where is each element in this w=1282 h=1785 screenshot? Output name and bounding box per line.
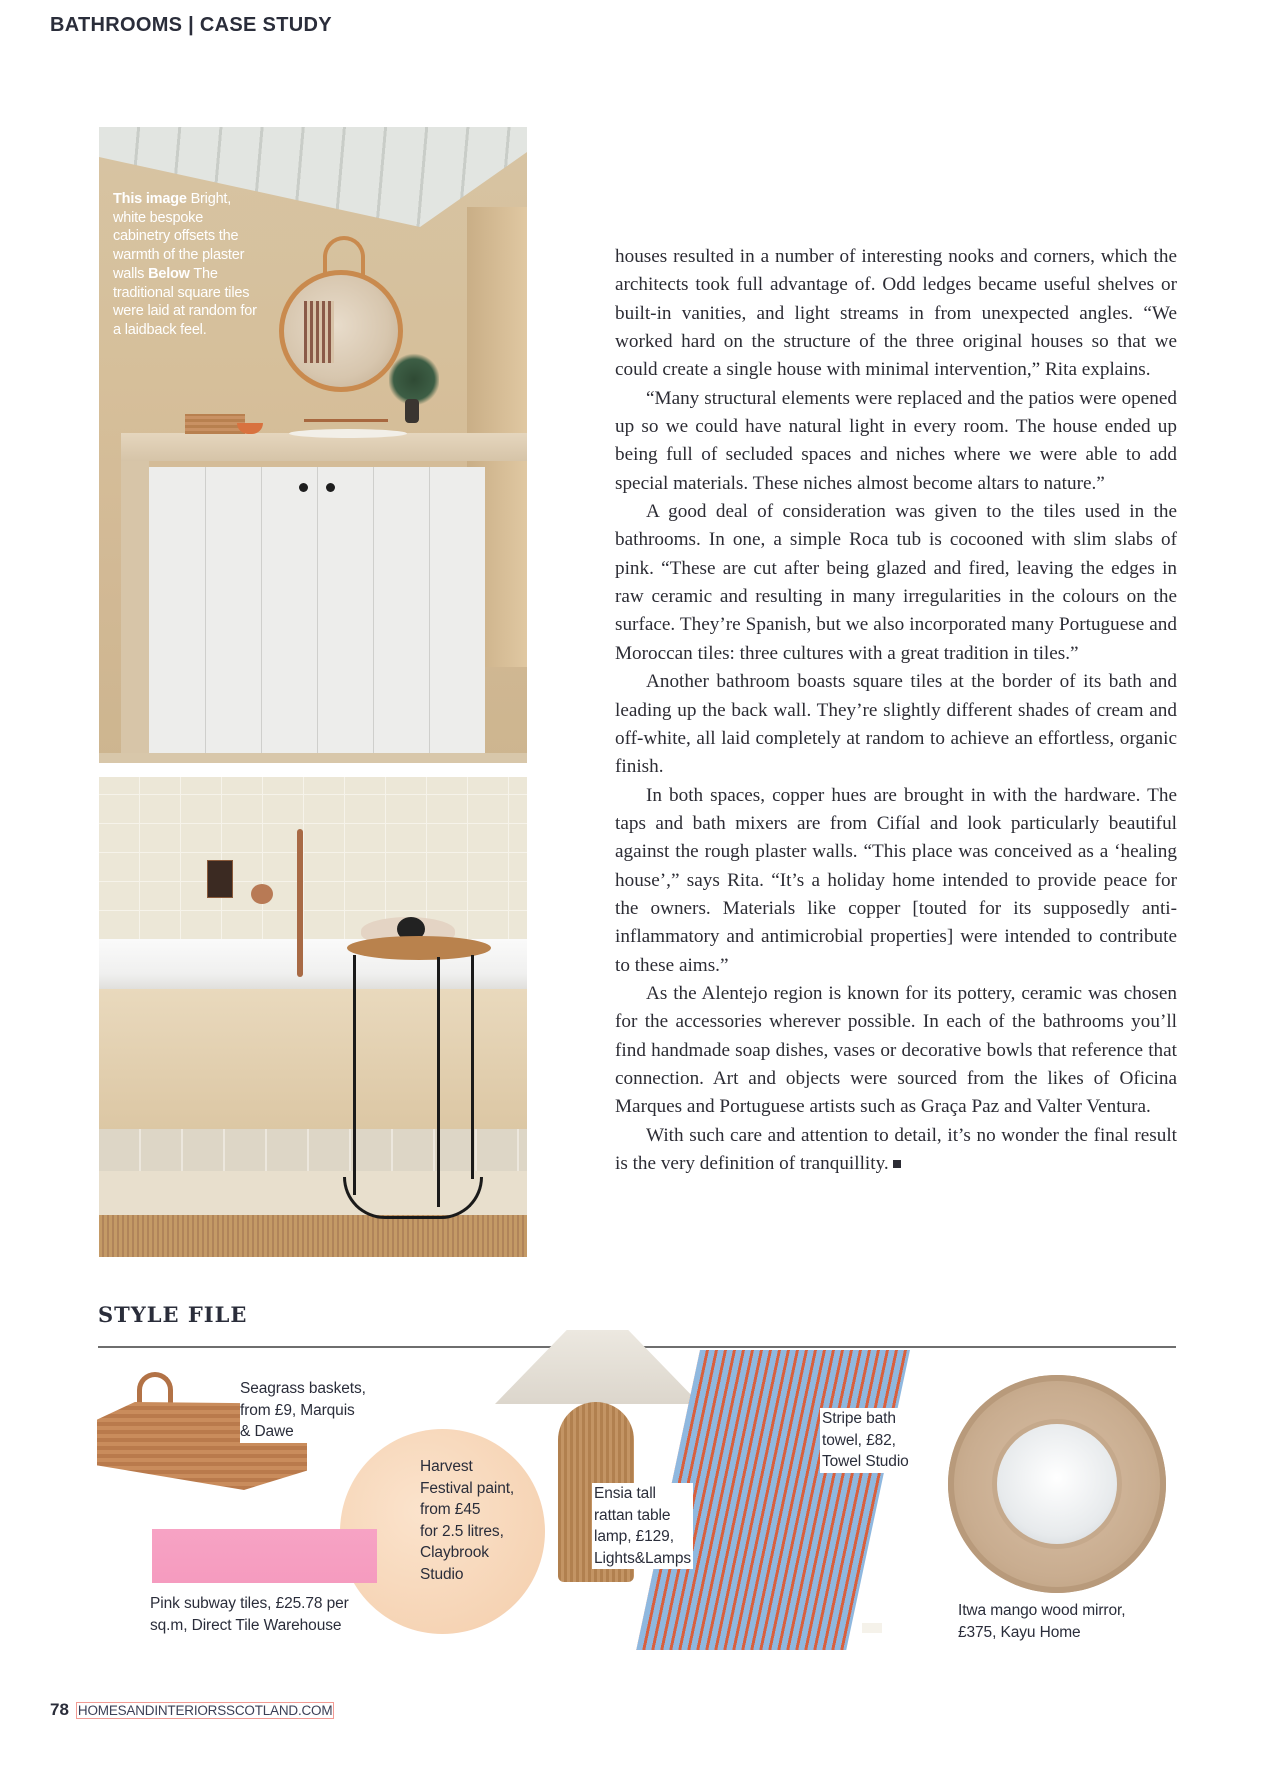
article-paragraph: houses resulted in a number of interesting nooks and corners, which the architects took full advantage of. Odd ledges became useful shelves or built-in vanities, and light streams in from unexpected angles. “We worked hard on the structure of the three original houses so that we could create a single house with minimal intervention,” Rita explains. [615, 246, 1177, 381]
cabinet-knob [326, 483, 335, 492]
article-paragraph: “Many structural elements were replaced and the patios were opened up so we could have natural light in every room. The house ended up being full of secluded spaces and niches where we were able to add special materials. These niches almost become altars to nature.” [615, 387, 1177, 494]
page-footer [50, 1700, 334, 1720]
product-label-mirror [958, 1600, 1125, 1643]
product-price: from £9, Marquis [240, 1401, 355, 1419]
photo-caption [113, 190, 263, 340]
mango-wood-mirror-image [948, 1375, 1166, 1593]
mirror-glass [997, 1424, 1117, 1544]
product-price: from £45 [420, 1501, 481, 1518]
final-paragraph-text: With such care and attention to detail, it’s no wonder the final result is the very definition of tranquillity. [615, 1124, 1177, 1174]
copper-spout [251, 884, 273, 904]
style-file-title: STYLE FILE [98, 1302, 248, 1327]
cabinet-panel [317, 467, 374, 753]
article-body [615, 243, 1177, 1178]
jute-rug [99, 1215, 527, 1257]
product-name: Stripe bath [822, 1410, 896, 1427]
product-retailer-line: Studio [420, 1565, 464, 1583]
product-retailer: sq.m, Direct Tile Warehouse [150, 1616, 342, 1634]
square-tiles-wall [99, 777, 527, 939]
vanity-side [121, 461, 149, 753]
product-name: Seagrass baskets, [240, 1380, 366, 1397]
bathtub-plaster-side [99, 989, 527, 1129]
towel-label [862, 1623, 882, 1633]
article-paragraph: In both spaces, copper hues are brought in with the hardware. The taps and bath mixers are from Cifíal and look particularly beautiful against the rough plaster walls. “This place was conceived as a ‘healing house’,” says Rita. “It’s a holiday home intended to provide peace for the owners. Materials like copper [touted for its supposedly anti-inflammatory and antimicrobial properties] were intended to contribute to these aims.” [615, 784, 1177, 976]
woven-box [185, 414, 245, 434]
product-name: Harvest [420, 1458, 473, 1475]
product-label-paint [420, 1456, 514, 1585]
copper-mixer [207, 860, 233, 898]
website-link[interactable]: HOMESANDINTERIORSSCOTLAND.COM [77, 1702, 333, 1718]
side-table-leg [437, 957, 440, 1207]
product-price: towel, £82, [822, 1431, 896, 1449]
cabinet-panel [373, 467, 430, 753]
product-label-baskets [240, 1378, 366, 1443]
article-paragraph: As the Alentejo region is known for its pottery, ceramic was chosen for the accessories wherever possible. In each of the bathrooms you’ll find handmade soap dishes, vases or decorative bowls that reference that connection. Art and objects were sourced from the likes of Oficina Marques and Portuguese artists such as Graça Paz and Valter Ventura. [615, 982, 1177, 1118]
pink-tile-image [152, 1529, 377, 1583]
bath-photo [99, 777, 527, 1257]
product-label-lamp [592, 1483, 693, 1569]
copper-tap [304, 419, 388, 428]
white-cabinet [149, 467, 485, 753]
side-table-leg [471, 955, 474, 1179]
cabinet-panel [149, 467, 206, 753]
caption-lead-this: This image [113, 191, 187, 207]
product-retailer: Claybrook [420, 1544, 489, 1561]
product-label-towel [820, 1408, 911, 1473]
side-table-base [343, 1177, 483, 1219]
floor [99, 753, 527, 763]
product-retailer: £375, Kayu Home [958, 1623, 1081, 1641]
product-name: Pink subway tiles, £25.78 per [150, 1595, 349, 1612]
sink [289, 429, 407, 438]
article-paragraph: A good deal of consideration was given to the tiles used in the bathrooms. In one, a simple Roca tub is cocooned with slim slabs of pink. “These are cut after being glazed and fired, leaving the edges in raw ceramic and resulting in many irregularities in the colours on the surface. They’re Spanish, but we also incorporated many Portuguese and Moroccan tiles: three cultures with a great tradition in tiles.” [615, 501, 1177, 664]
cabinet-panel [205, 467, 262, 753]
page-number: 78 [50, 1700, 69, 1719]
cabinet-knob [299, 483, 308, 492]
vase [405, 399, 419, 423]
lamp-shade [495, 1330, 700, 1404]
product-name: Itwa mango wood mirror, [958, 1602, 1126, 1619]
cabinet-panel [261, 467, 318, 753]
product-name-line: rattan table [594, 1506, 671, 1524]
product-price: lamp, £129, [594, 1528, 674, 1545]
caption-text-below: The traditional square tiles were laid at random for a laidback feel. [113, 265, 257, 338]
article-paragraph-final [615, 1122, 1177, 1179]
caption-lead-below: Below [148, 265, 190, 282]
product-quantity: for 2.5 litres, [420, 1522, 504, 1540]
tile-skirting [99, 1129, 527, 1171]
round-rattan-mirror [279, 270, 403, 392]
article-paragraph: Another bathroom boasts square tiles at the border of its bath and leading up the back wall. They’re slightly different shades of cream and off-white, all laid completely at random to achieve an effortless, organic finish. [615, 671, 1177, 778]
side-table-leg [353, 955, 356, 1195]
section-header: BATHROOMS | CASE STUDY [50, 14, 332, 36]
side-table-top [347, 936, 491, 960]
product-name-line: Festival paint, [420, 1479, 515, 1497]
caption-text-this: Bright, white bespoke cabinetry offsets the warmth of the plaster walls [113, 191, 245, 282]
product-label-pink-tiles [150, 1593, 349, 1636]
product-retailer: Towel Studio [822, 1453, 909, 1470]
product-retailer: & Dawe [240, 1421, 294, 1443]
shower-hose [297, 829, 303, 977]
product-retailer: Lights&Lamps [594, 1549, 692, 1567]
product-name: Ensia tall [594, 1485, 656, 1502]
mirror-reflection [304, 301, 334, 363]
end-square-icon [893, 1160, 901, 1168]
